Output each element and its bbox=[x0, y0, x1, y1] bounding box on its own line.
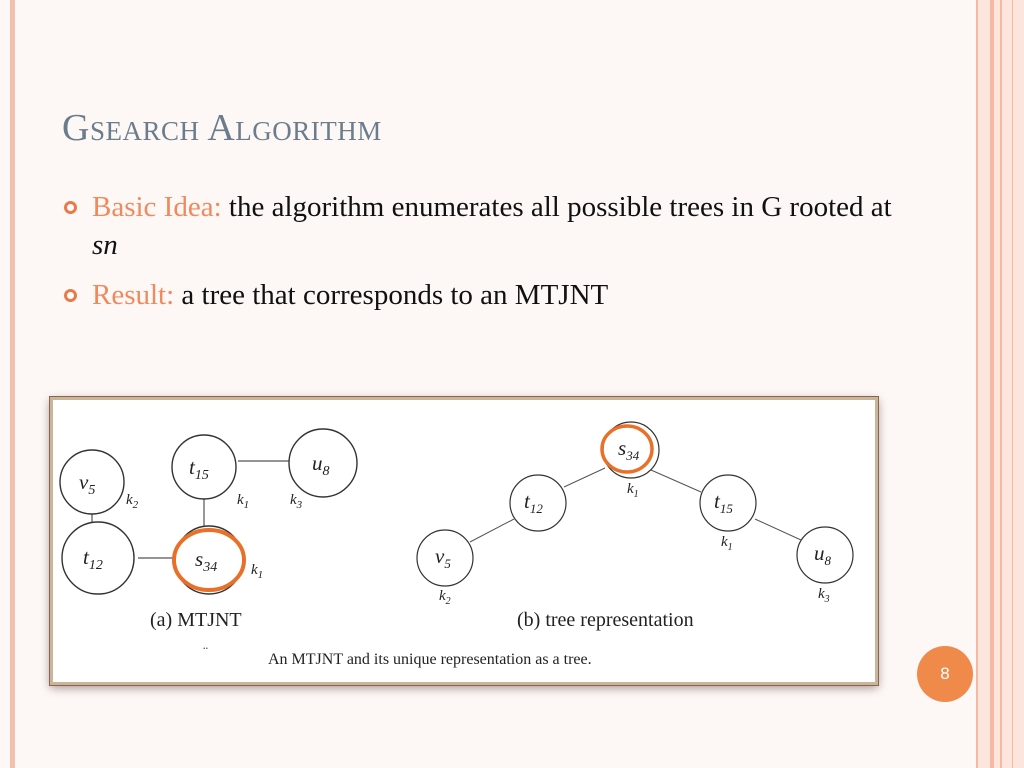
right-decorative-border bbox=[976, 0, 1024, 768]
figure-image bbox=[50, 397, 878, 685]
node-label: $u_8$ bbox=[312, 451, 330, 479]
slide-title: Gsearch Algorithm bbox=[62, 107, 382, 149]
bullet-label: Basic Idea: bbox=[92, 191, 222, 223]
node-label: $v_5$ bbox=[79, 470, 96, 498]
node-label: $t_{15}$ bbox=[189, 455, 209, 483]
bullet-ring-icon bbox=[64, 289, 77, 302]
caption-b: (b) tree representation bbox=[517, 609, 694, 631]
node-v5 bbox=[60, 450, 124, 514]
keyword-label: $k_2$ bbox=[439, 588, 451, 607]
figure-caption: An MTJNT and its unique representation as a tree. bbox=[268, 651, 592, 668]
keyword-label: $k_1$ bbox=[251, 562, 264, 581]
bullet-emphasis: sn bbox=[92, 229, 118, 261]
keyword-label: $k_3$ bbox=[818, 586, 830, 605]
keyword-label: $k_1$ bbox=[627, 481, 639, 500]
keyword-label: $k_3$ bbox=[290, 492, 303, 511]
edge-t15-u8 bbox=[755, 519, 801, 540]
node-t15 bbox=[172, 435, 236, 499]
node-label: $s_{34}$ bbox=[195, 547, 218, 575]
edge-t12-v5 bbox=[470, 519, 514, 542]
caption-a: (a) MTJNT bbox=[150, 609, 242, 631]
node-u8 bbox=[289, 429, 357, 497]
left-decorative-stripe bbox=[10, 0, 15, 768]
bullet-ring-icon bbox=[64, 201, 77, 214]
graph-figure bbox=[53, 400, 875, 682]
stray-mark: ¨ bbox=[203, 645, 208, 661]
bullet-basic-idea bbox=[62, 188, 912, 264]
keyword-label: $k_1$ bbox=[237, 492, 250, 511]
bullet-label: Result: bbox=[92, 279, 175, 311]
node-label: $u_8$ bbox=[814, 541, 831, 568]
node-label: $t_{12}$ bbox=[524, 489, 543, 516]
keyword-label: $k_1$ bbox=[721, 534, 733, 553]
bullet-list bbox=[62, 188, 912, 326]
border-line bbox=[976, 0, 978, 768]
border-line bbox=[1000, 0, 1002, 768]
node-label: $t_{12}$ bbox=[83, 545, 103, 573]
bullet-result bbox=[62, 276, 912, 314]
node-label: $t_{15}$ bbox=[714, 489, 733, 516]
border-line bbox=[990, 0, 994, 768]
bullet-text: the algorithm enumerates all possible trees in G rooted at bbox=[228, 191, 892, 223]
border-line bbox=[1012, 0, 1013, 768]
node-label: $s_{34}$ bbox=[618, 436, 640, 463]
edge-s34-t15 bbox=[651, 470, 701, 492]
edge-s34-t12 bbox=[564, 468, 605, 487]
node-label: $v_5$ bbox=[435, 544, 451, 571]
bullet-text: a tree that corresponds to an MTJNT bbox=[181, 279, 609, 311]
page-number-badge: 8 bbox=[917, 646, 973, 702]
keyword-label: $k_2$ bbox=[126, 492, 139, 511]
